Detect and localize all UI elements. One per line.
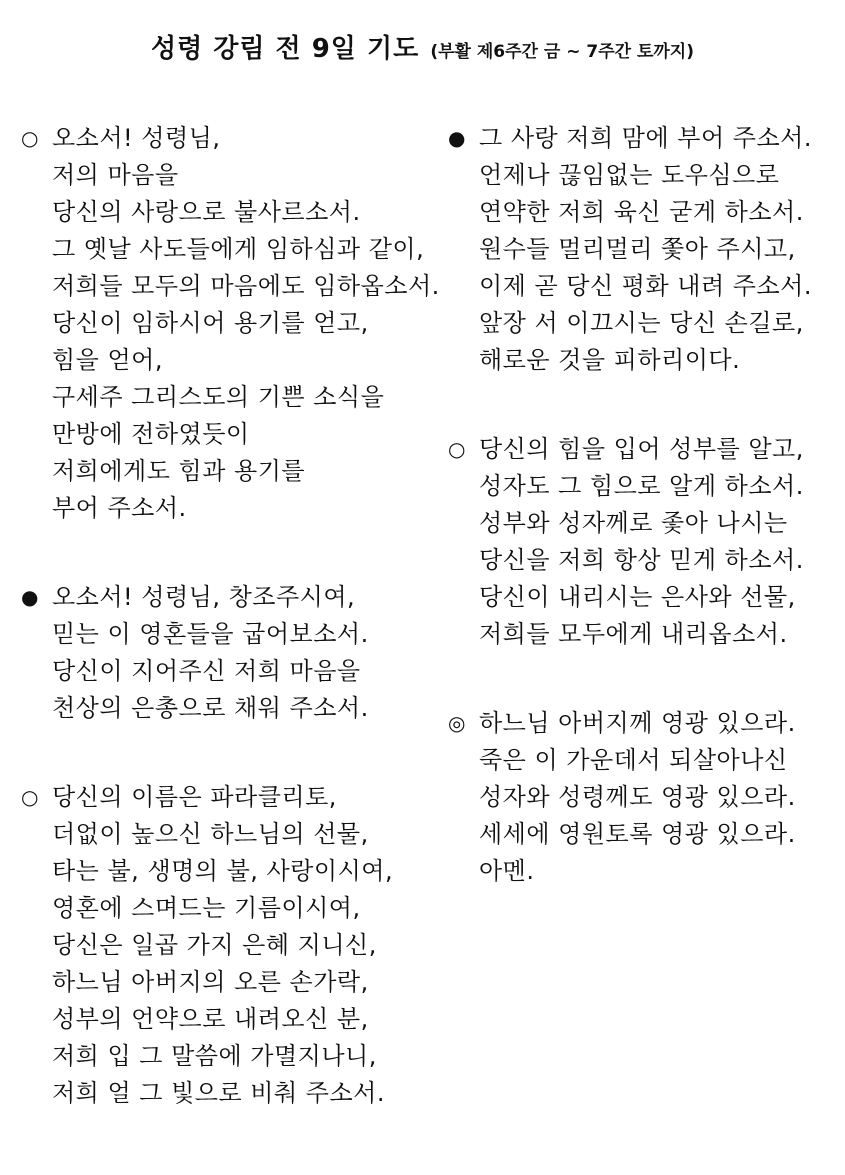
prayer-line (445, 505, 845, 542)
left-column (18, 120, 440, 1164)
prayer-line (445, 816, 845, 853)
prayer-line (18, 1038, 418, 1075)
stanza-marker: ○ (448, 437, 466, 461)
line-text: 천상의 은총으로 채워 주소서. (52, 694, 369, 722)
line-text: 당신의 이름은 파라클리토, (52, 783, 337, 811)
prayer-line (445, 157, 845, 194)
line-text: 오소서! 성령님, 창조주시여, (52, 583, 356, 611)
stanza-marker: ○ (21, 785, 39, 809)
line-text: 성자도 그 힘으로 알게 하소서. (479, 472, 804, 500)
prayer-stanza (445, 120, 845, 379)
prayer-line (445, 705, 845, 742)
prayer-line (18, 157, 418, 194)
line-text: 저희들 모두의 마음에도 임하옵소서. (52, 272, 440, 300)
prayer-line (18, 305, 418, 342)
document-title (0, 28, 845, 65)
line-text: 저희 얼 그 빛으로 비춰 주소서. (52, 1079, 385, 1107)
stanza-marker: ○ (21, 126, 39, 150)
prayer-line (445, 268, 845, 305)
prayer-line (18, 1001, 418, 1038)
stanza-marker: ◎ (448, 711, 466, 735)
line-text: 이제 곧 당신 평화 내려 주소서. (479, 272, 812, 300)
line-text: 영혼에 스며드는 기름이시여, (52, 894, 361, 922)
prayer-line (445, 342, 845, 379)
line-text: 세세에 영원토록 영광 있으라. (479, 820, 796, 848)
prayer-line (18, 927, 418, 964)
line-text: 언제나 끊임없는 도우심으로 (479, 161, 780, 189)
prayer-line (18, 616, 418, 653)
prayer-line (445, 231, 845, 268)
title-subtitle: (부활 제6주간 금 ~ 7주간 토까지) (430, 42, 694, 62)
prayer-line (445, 468, 845, 505)
prayer-line (18, 964, 418, 1001)
line-text: 해로운 것을 피하리이다. (479, 346, 741, 374)
prayer-stanza (445, 431, 845, 653)
prayer-line (18, 342, 418, 379)
stanza-marker: ● (21, 585, 39, 609)
prayer-line (18, 416, 418, 453)
prayer-line (445, 431, 845, 468)
line-text: 저희들 모두에게 내리옵소서. (479, 620, 788, 648)
prayer-stanza (18, 120, 440, 527)
prayer-line (18, 453, 418, 490)
prayer-line (18, 890, 418, 927)
prayer-stanza (18, 779, 418, 1112)
prayer-line (18, 379, 418, 416)
prayer-line (445, 194, 845, 231)
line-text: 당신이 내리시는 은사와 선물, (479, 583, 796, 611)
right-column (445, 120, 845, 942)
prayer-line (445, 853, 845, 890)
prayer-line (18, 194, 418, 231)
line-text: 성자와 성령께도 영광 있으라. (479, 783, 796, 811)
prayer-line (18, 690, 418, 727)
line-text: 당신이 지어주신 저희 마음을 (52, 657, 361, 685)
line-text: 믿는 이 영혼들을 굽어보소서. (52, 620, 369, 648)
line-text: 당신을 저희 항상 믿게 하소서. (479, 546, 804, 574)
prayer-line (18, 653, 418, 690)
prayer-line (445, 542, 845, 579)
line-text: 당신은 일곱 가지 은혜 지니신, (52, 931, 377, 959)
prayer-line (445, 120, 845, 157)
line-text: 당신이 임하시어 용기를 얻고, (52, 309, 369, 337)
line-text: 힘을 얻어, (52, 346, 163, 374)
line-text: 앞장 서 이끄시는 당신 손길로, (479, 309, 804, 337)
line-text: 원수들 멀리멀리 쫓아 주시고, (479, 235, 796, 263)
prayer-line (18, 853, 418, 890)
line-text: 오소서! 성령님, (52, 124, 221, 152)
prayer-line (18, 268, 440, 305)
line-text: 당신의 사랑으로 불사르소서. (52, 198, 361, 226)
line-text: 아멘. (479, 857, 535, 885)
line-text: 부어 주소서. (52, 494, 187, 522)
prayer-line (18, 1075, 418, 1112)
prayer-line (18, 120, 418, 157)
stanza-marker: ● (448, 126, 466, 150)
prayer-line (18, 816, 418, 853)
line-text: 그 옛날 사도들에게 임하심과 같이, (52, 235, 425, 263)
line-text: 하느님 아버지의 오른 손가락, (52, 968, 369, 996)
line-text: 성부의 언약으로 내려오신 분, (52, 1005, 369, 1033)
title-main: 성령 강림 전 9일 기도 (150, 34, 420, 64)
line-text: 하느님 아버지께 영광 있으라. (479, 709, 796, 737)
prayer-line (445, 742, 845, 779)
line-text: 성부와 성자께로 좇아 나시는 (479, 509, 788, 537)
prayer-line (445, 305, 845, 342)
line-text: 죽은 이 가운데서 되살아나신 (479, 746, 788, 774)
prayer-line (18, 579, 418, 616)
line-text: 저의 마음을 (52, 161, 179, 189)
prayer-stanza (18, 579, 418, 727)
prayer-line (18, 490, 418, 527)
prayer-line (445, 779, 845, 816)
prayer-line (445, 616, 845, 653)
line-text: 더없이 높으신 하느님의 선물, (52, 820, 369, 848)
prayer-line (18, 779, 418, 816)
line-text: 타는 불, 생명의 불, 사랑이시여, (52, 857, 394, 885)
line-text: 연약한 저희 육신 굳게 하소서. (479, 198, 804, 226)
line-text: 그 사랑 저희 맘에 부어 주소서. (479, 124, 812, 152)
prayer-line (445, 579, 845, 616)
line-text: 만방에 전하였듯이 (52, 420, 250, 448)
line-text: 저희에게도 힘과 용기를 (52, 457, 306, 485)
line-text: 당신의 힘을 입어 성부를 알고, (479, 435, 804, 463)
line-text: 구세주 그리스도의 기쁜 소식을 (52, 383, 385, 411)
line-text: 저희 입 그 말씀에 가멸지나니, (52, 1042, 377, 1070)
prayer-line (18, 231, 425, 268)
prayer-stanza (445, 705, 845, 890)
